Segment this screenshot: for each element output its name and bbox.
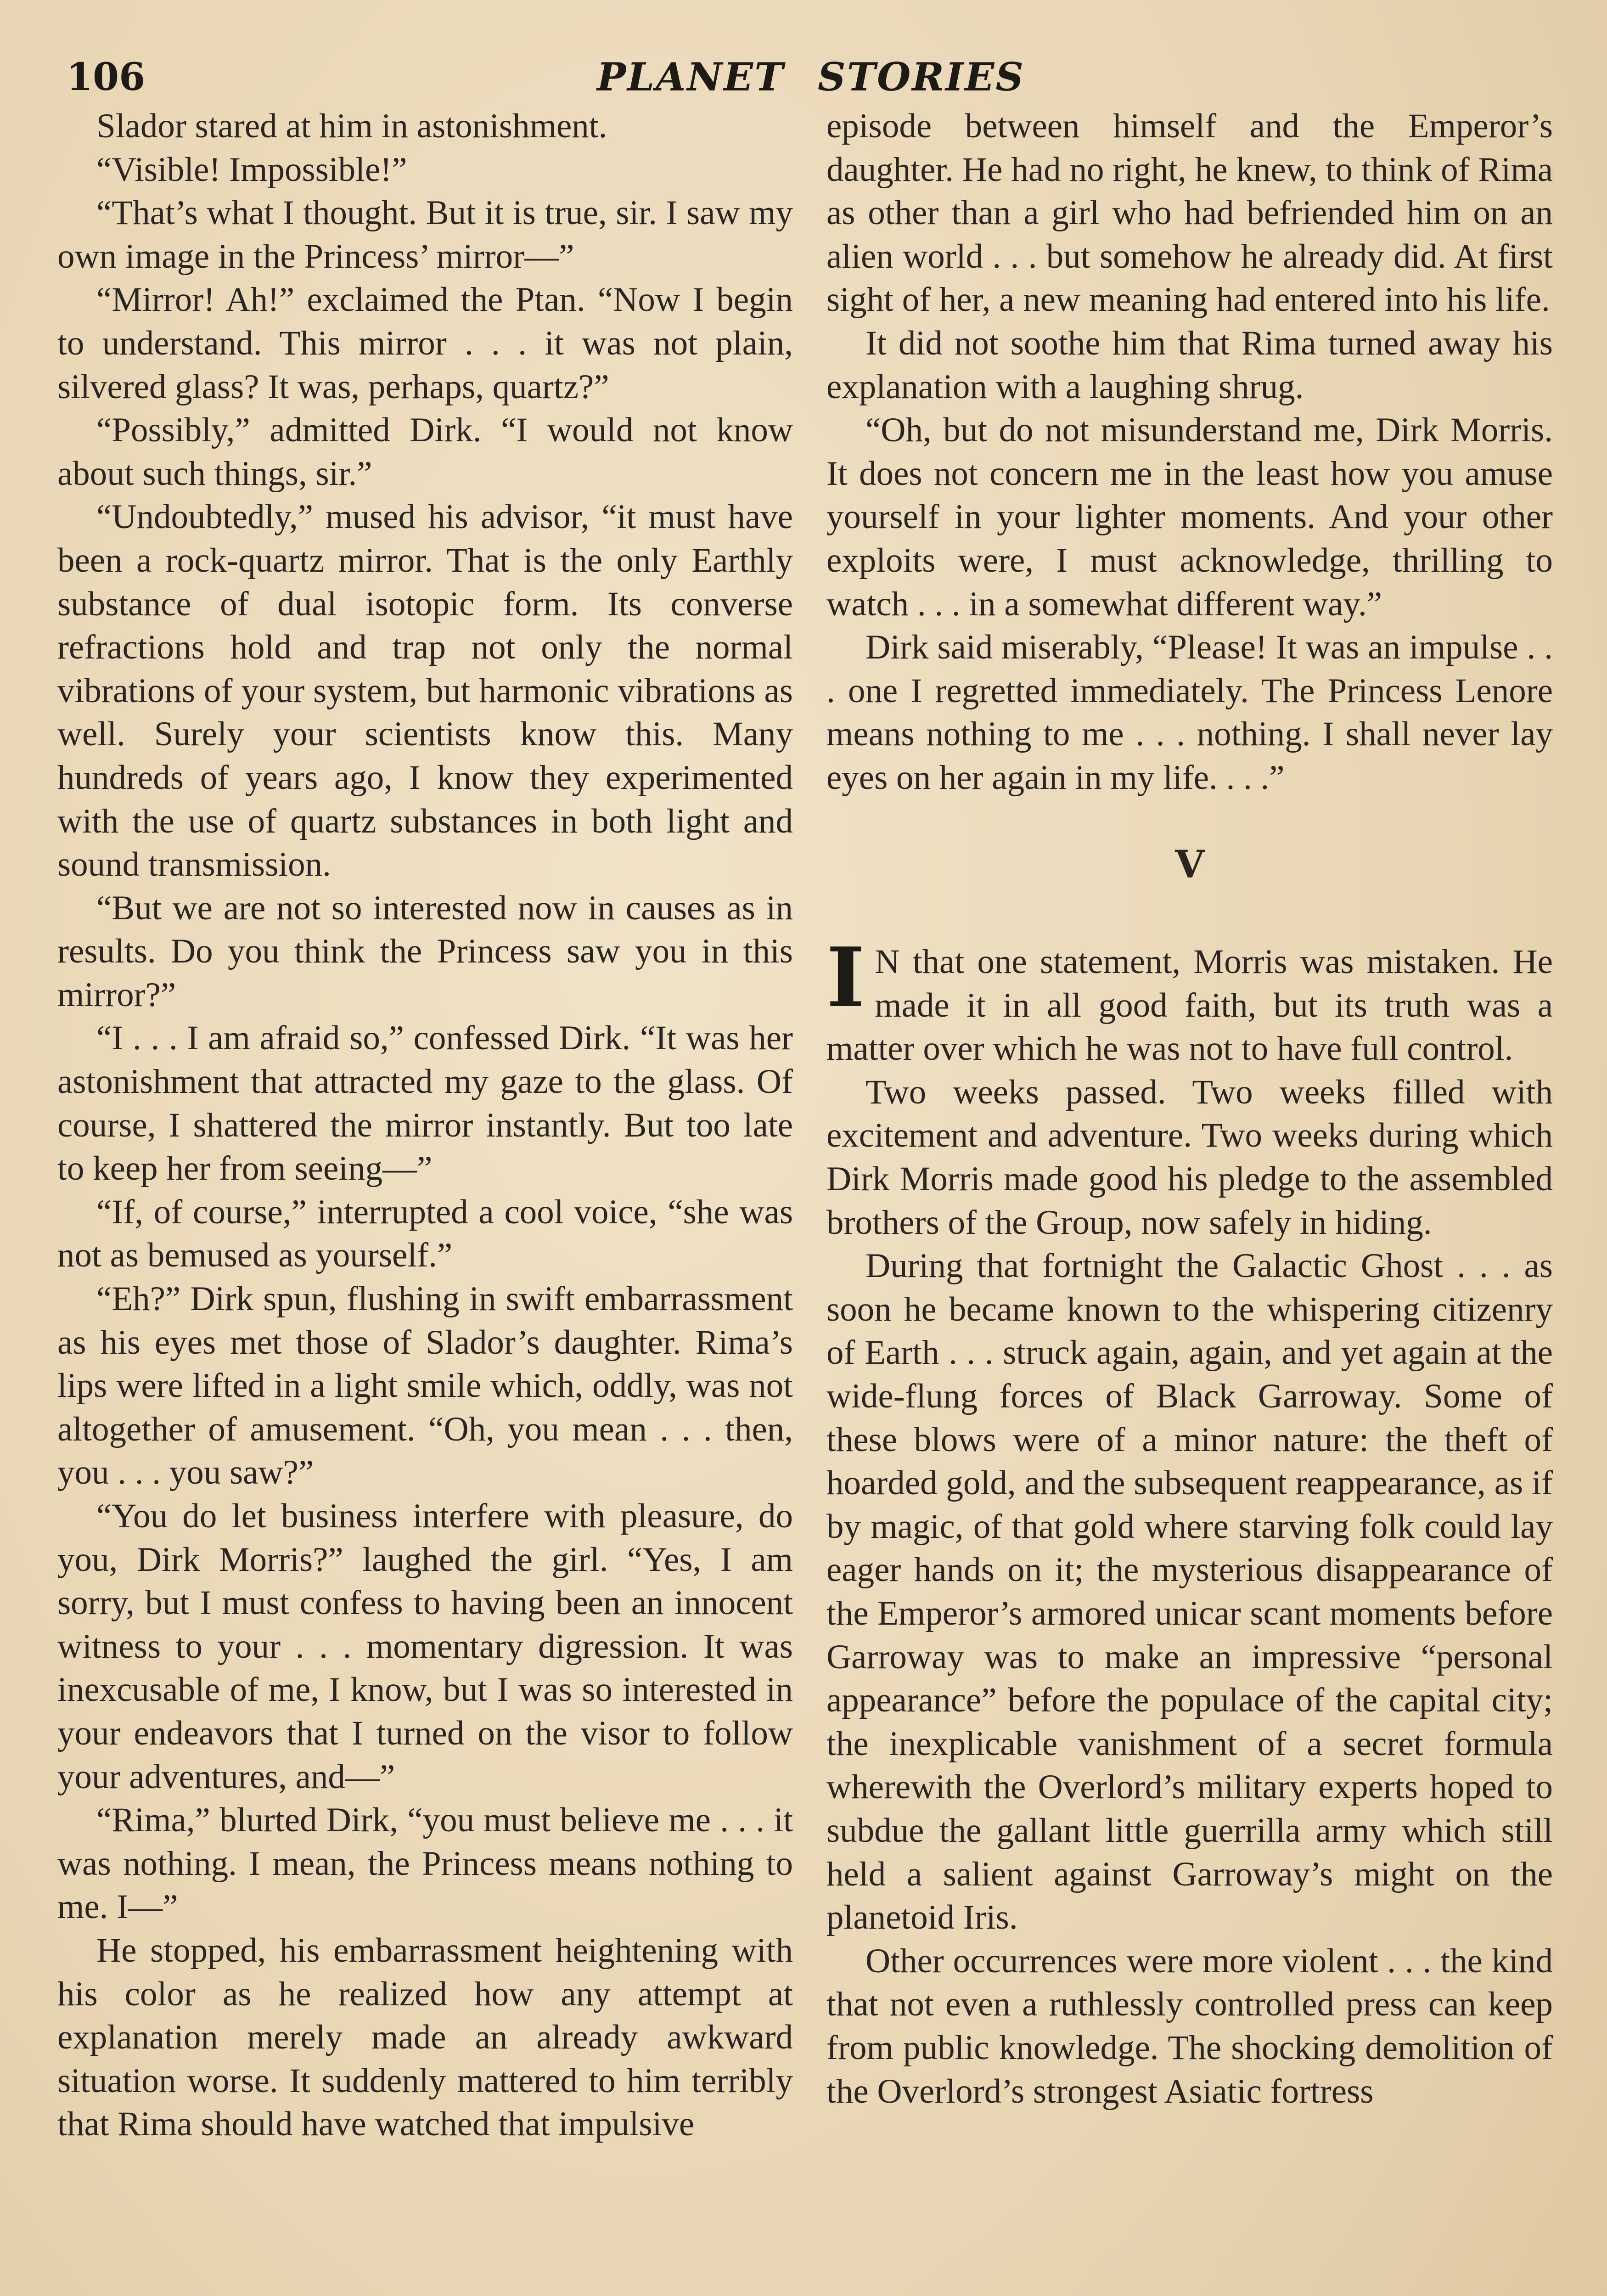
page-number: 106: [67, 55, 146, 99]
paragraph: [826, 929, 1553, 1071]
paragraph: “You do let business interfere with pleasure, do you, Dirk Morris?” laughed the girl. “Yes, I am sorry, but I must confess to having been an innocent witness to your . . . momentary digression. It was inexcusable of me, I know, but I was so interested in your endeavors that I turned on the visor to follow your adventures, and—”: [57, 1497, 793, 1796]
paragraph-text: N that one statement, Morris was mistaken. He made it in all good faith, but its truth was a matter over which he was not to have full control.: [826, 943, 1553, 1068]
paragraph: “But we are not so interested now in causes as in results. Do you think the Princess saw you in this mirror?”: [57, 889, 793, 1014]
paragraph: “If, of course,” interrupted a cool voice, “she was not as bemused as yourself.”: [57, 1193, 793, 1275]
left-column: [57, 105, 793, 2146]
paragraph: “That’s what I thought. But it is true, sir. I saw my own image in the Princess’ mirror—”: [57, 194, 793, 276]
paragraph: “Undoubtedly,” mused his advisor, “it must have been a rock-quartz mirror. That is the only Earthly substance of dual isotopic form. Its converse refractions hold and trap not only the normal vibrations of your system, but harmonic vibrations as well. Surely your scientists know this. Many hundreds of years ago, I know they experimented with the use of quartz substances in both light and sound transmission.: [57, 498, 793, 884]
paragraph: It did not soothe him that Rima turned away his explanation with a laughing shrug.: [826, 324, 1553, 406]
right-column: [826, 105, 1553, 2113]
section-heading: V: [1175, 842, 1204, 887]
paragraph: During that fortnight the Galactic Ghost . . . as soon he became known to the whispering citizenry of Earth . . . struck again, again, and yet again at the wide-flung forces of Black Garroway. Some of these blows were of a minor nature: the theft of hoarded gold, and the subsequent reappearance, as if by magic, of that gold where starving folk could lay eager hands on it; the mysterious disappearance of the Emperor’s armored unicar scant moments before Garroway was to make an impressive “personal appearance” before the populace of the capital city; the inexplicable vanishment of a secret formula wherewith the Overlord’s military experts hoped to subdue the gallant little guerrilla army which still held a salient against Garroway’s might on the planetoid Iris.: [826, 1247, 1553, 1937]
drop-cap: I: [826, 929, 865, 1026]
paragraph: He stopped, his embarrassment heightening with his color as he realized how any attempt at explanation merely made an already awkward situation worse. It suddenly mattered to him terribly that Rima should have watched that impulsive: [57, 1931, 793, 2144]
paragraph: “I . . . I am afraid so,” confessed Dirk. “It was her astonishment that attracted my gaze to the glass. Of course, I shattered the mirror instantly. But too late to keep her from seeing—”: [57, 1019, 793, 1188]
paragraph: Other occurrences were more violent . . . the kind that not even a ruthlessly controlled press can keep from public knowledge. The shocking demolition of the Overlord’s strongest Asiatic fortress: [826, 1941, 1553, 2110]
paragraph: “Mirror! Ah!” exclaimed the Ptan. “Now I begin to understand. This mirror . . . it was not plain, silvered glass? It was, perhaps, quartz?”: [57, 281, 793, 406]
paragraph: “Visible! Impossible!”: [96, 150, 407, 189]
paragraph: Dirk said miserably, “Please! It was an impulse . . . one I regretted immediately. The Princess Lenore means nothing to me . . . nothing. I shall never lay eyes on her again in my life. . . .”: [826, 628, 1553, 797]
paragraph: “Rima,” blurted Dirk, “you must believe me . . . it was nothing. I mean, the Princess means nothing to me. I—”: [57, 1801, 793, 1926]
running-head: PLANET STORIES: [597, 54, 1025, 100]
paragraph: Two weeks passed. Two weeks filled with excitement and adventure. Two weeks during which Dirk Morris made good his pledge to the assembled brothers of the Group, now safely in hiding.: [826, 1073, 1553, 1242]
paragraph: Slador stared at him in astonishment.: [96, 107, 607, 145]
paragraph: “Oh, but do not misunderstand me, Dirk Morris. It does not concern me in the least how you amuse yourself in your lighter moments. And your other exploits were, I must acknowledge, thrilling to watch . . . in a somewhat different way.”: [826, 411, 1553, 623]
paragraph: “Possibly,” admitted Dirk. “I would not know about such things, sir.”: [57, 411, 793, 493]
paragraph: “Eh?” Dirk spun, flushing in swift embarrassment as his eyes met those of Slador’s daughter. Rima’s lips were lifted in a light smile which, oddly, was not altogether of amusement. “Oh, you mean . . . then, you . . . you saw?”: [57, 1280, 793, 1492]
paragraph: episode between himself and the Emperor’s daughter. He had no right, he knew, to think of Rima as other than a girl who had befriended him on an alien world . . . but somehow he already did. At first sight of her, a new meaning had entered into his life.: [826, 107, 1553, 319]
